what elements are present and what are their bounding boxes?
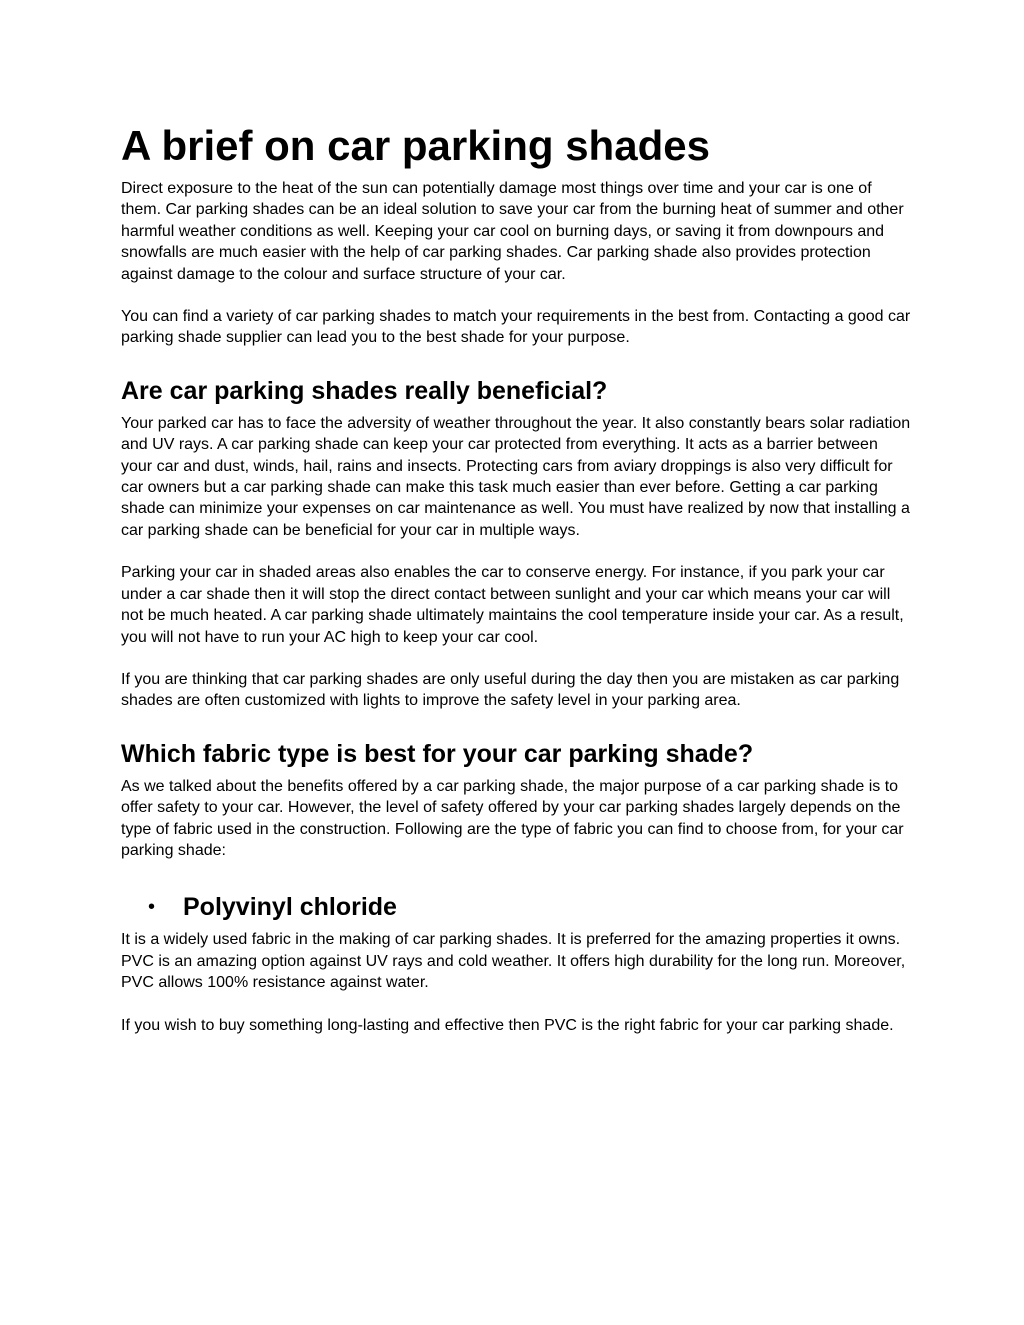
section-heading-fabric: Which fabric type is best for your car parking shade? — [121, 739, 754, 768]
bullet-icon: • — [148, 896, 156, 919]
paragraph-spacer — [121, 994, 911, 1015]
section-spacer — [121, 861, 911, 891]
intro-paragraph-2: You can find a variety of car parking shades to match your requirements in the best from. Contacting a good car parking shade supplier can lead you to the best shade for your purpose. — [121, 308, 911, 347]
paragraph-spacer — [121, 541, 911, 562]
benefits-paragraph-2: Parking your car in shaded areas also enables the car to conserve energy. For instance, if you park your car under a car shade then it will stop the direct contact between sunlight and your car which means your car will not be much heated. A car parking shade ultimately maintains the cool temperature inside your car. As a result, you will not have to run your AC high to keep your car cool. — [121, 564, 904, 646]
section-heading-benefits: Are car parking shades really beneficial? — [121, 376, 608, 405]
section-spacer — [121, 712, 911, 738]
pvc-paragraph-2: If you wish to buy something long-lasting and effective then PVC is the right fabric for your car parking shade. — [121, 1016, 894, 1034]
benefits-paragraph-3: If you are thinking that car parking shades are only useful during the day then you are mistaken as car parking shades are often customized with lights to improve the safety level in your parking area. — [121, 670, 900, 710]
fabric-paragraph-1: As we talked about the benefits offered by a car parking shade, the major purpose of a car parking shade is to offer safety to your car. However, the level of safety offered by your car parking shades largely depends on the type of fabric used in the construction. Following are the type of fabric you can find to choose from, for your car parking shade: — [121, 777, 904, 859]
intro-paragraph-1: Direct exposure to the heat of the sun can potentially damage most things over time and your car is one of them. Car parking shades can be an ideal solution to save your car from the burning heat of summer and other harmful weather conditions as well. Keeping your car cool on burning days, or saving it from downpours and snowfalls are much easier with the help of car parking shades. Car parking shade also provides protection against damage to the colour and surface structure of your car. — [121, 180, 904, 283]
paragraph-spacer — [121, 648, 911, 669]
benefits-paragraph-1: Your parked car has to face the adversity of weather throughout the year. It also constantly bears solar radiation and UV rays. A car parking shade can keep your car protected from everything. It acts as a barrier between your car and dust, winds, hail, rains and insects. Protecting cars from aviary droppings is also very difficult for car owners but a car parking shade can make this task much easier than ever before. Getting a car parking shade can minimize your expenses on car maintenance as well. You must have realized by now that installing a car parking shade can be beneficial for your car in multiple ways. — [121, 414, 911, 539]
document-page — [121, 118, 911, 1036]
pvc-paragraph-1: It is a widely used fabric in the making of car parking shades. It is preferred for the amazing properties it owns. PVC is an amazing option against UV rays and cold weather. It offers high durability for the long run. Moreover, PVC allows 100% resistance against water. — [121, 931, 906, 992]
page-title: A brief on car parking shades — [121, 122, 710, 169]
section-heading-pvc: Polyvinyl chloride — [183, 893, 397, 922]
section-spacer — [121, 349, 911, 375]
paragraph-spacer — [121, 285, 911, 306]
bullet-heading-row — [121, 891, 911, 923]
